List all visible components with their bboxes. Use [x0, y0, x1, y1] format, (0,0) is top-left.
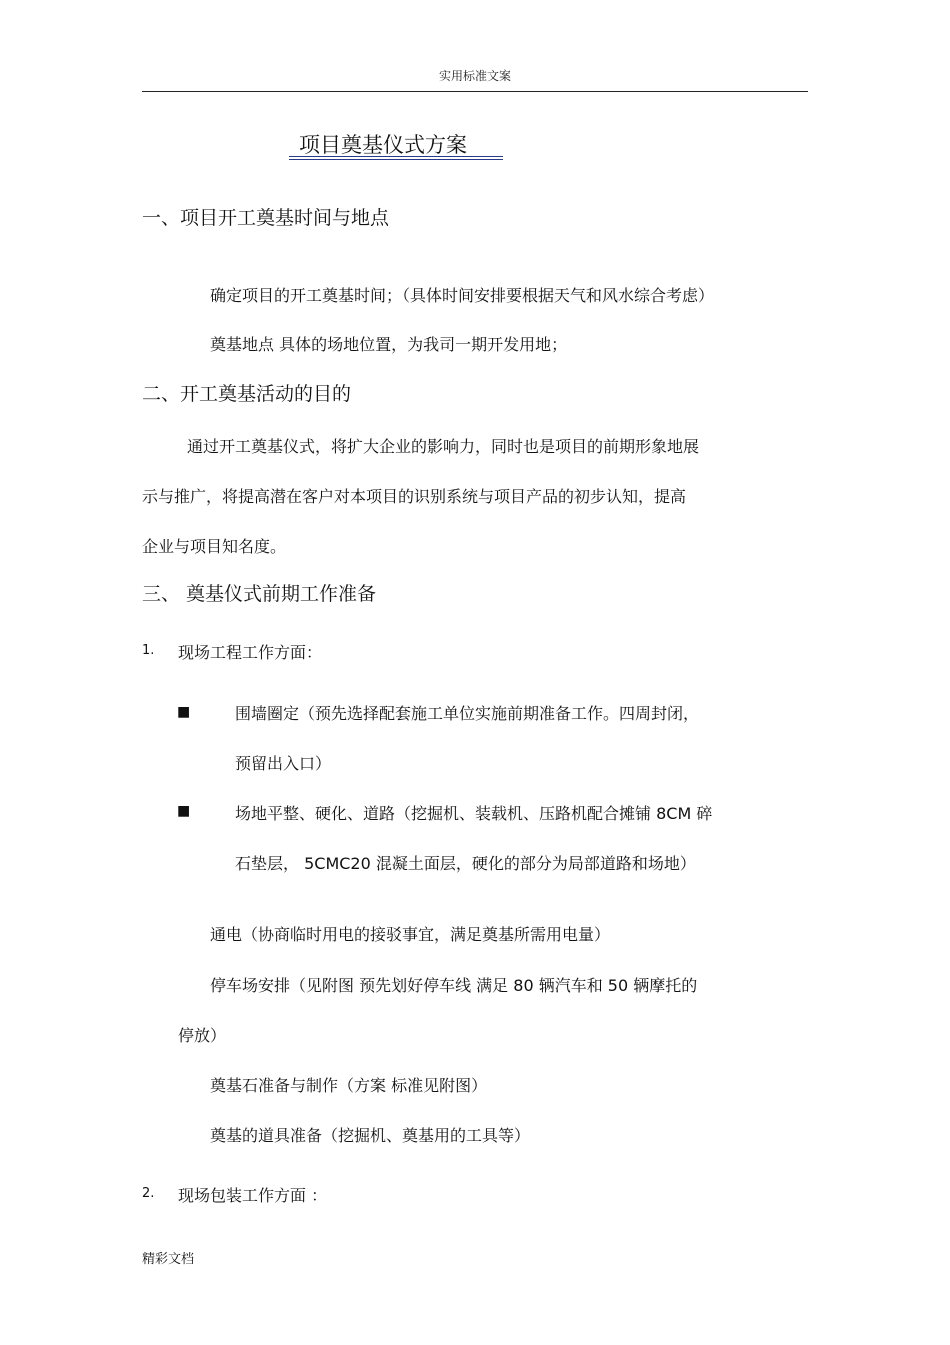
section1-line1: 确定项目的开工奠基时间；（具体时间安排要根据天气和风水综合考虑） [210, 286, 715, 305]
section2-line3: 企业与项目知名度。 [142, 537, 287, 556]
power-line: 通电（协商临时用电的接驳事宜，满足奠基所需用电量） [210, 925, 611, 944]
section1-heading: 一、项目开工奠基时间与地点 [142, 207, 390, 229]
parking-line1: 停车场安排（见附图 预先划好停车线 满足 80 辆汽车和 50 辆摩托的 [210, 976, 698, 995]
section2-heading: 二、开工奠基活动的目的 [142, 383, 352, 405]
document-title: 项目奠基仪式方案 [299, 133, 467, 157]
section2-line1: 通过开工奠基仪式，将扩大企业的影响力，同时也是项目的前期形象地展 [187, 437, 700, 456]
section3-heading: 三、 奠基仪式前期工作准备 [142, 583, 377, 605]
bullet2-line1: 场地平整、硬化、道路（挖掘机、装载机、压路机配合摊铺 8CM 碎 [235, 804, 713, 823]
item1-label: 现场工程工作方面： [178, 643, 323, 662]
bullet1-line1: 围墙圈定（预先选择配套施工单位实施前期准备工作。四周封闭， [235, 704, 700, 723]
page-header: 实用标准文案 [438, 69, 511, 83]
tools-line: 奠基的道具准备（挖掘机、奠基用的工具等） [210, 1126, 531, 1145]
bullet-square-icon: ■ [177, 704, 191, 720]
parking-line2: 停放） [178, 1026, 227, 1045]
title-underline [289, 156, 503, 157]
item2-number: 2. [142, 1186, 155, 1201]
page-footer: 精彩文档 [142, 1252, 195, 1267]
item1-number: 1. [142, 643, 155, 658]
bullet2-line2: 石垫层， 5CMC20 混凝土面层，硬化的部分为局部道路和场地） [235, 854, 696, 873]
section2-line2: 示与推广，将提高潜在客户对本项目的识别系统与项目产品的初步认知，提高 [142, 487, 687, 506]
bullet-square-icon: ■ [177, 803, 191, 819]
bullet1-line2: 预留出入口） [235, 754, 332, 773]
stone-line: 奠基石准备与制作（方案 标准见附图） [210, 1076, 488, 1095]
item2-label: 现场包装工作方面 ： [178, 1186, 328, 1205]
title-underline-second [289, 159, 503, 160]
header-rule [142, 91, 808, 92]
section1-line2: 奠基地点 具体的场地位置，为我司一期开发用地； [210, 335, 568, 354]
